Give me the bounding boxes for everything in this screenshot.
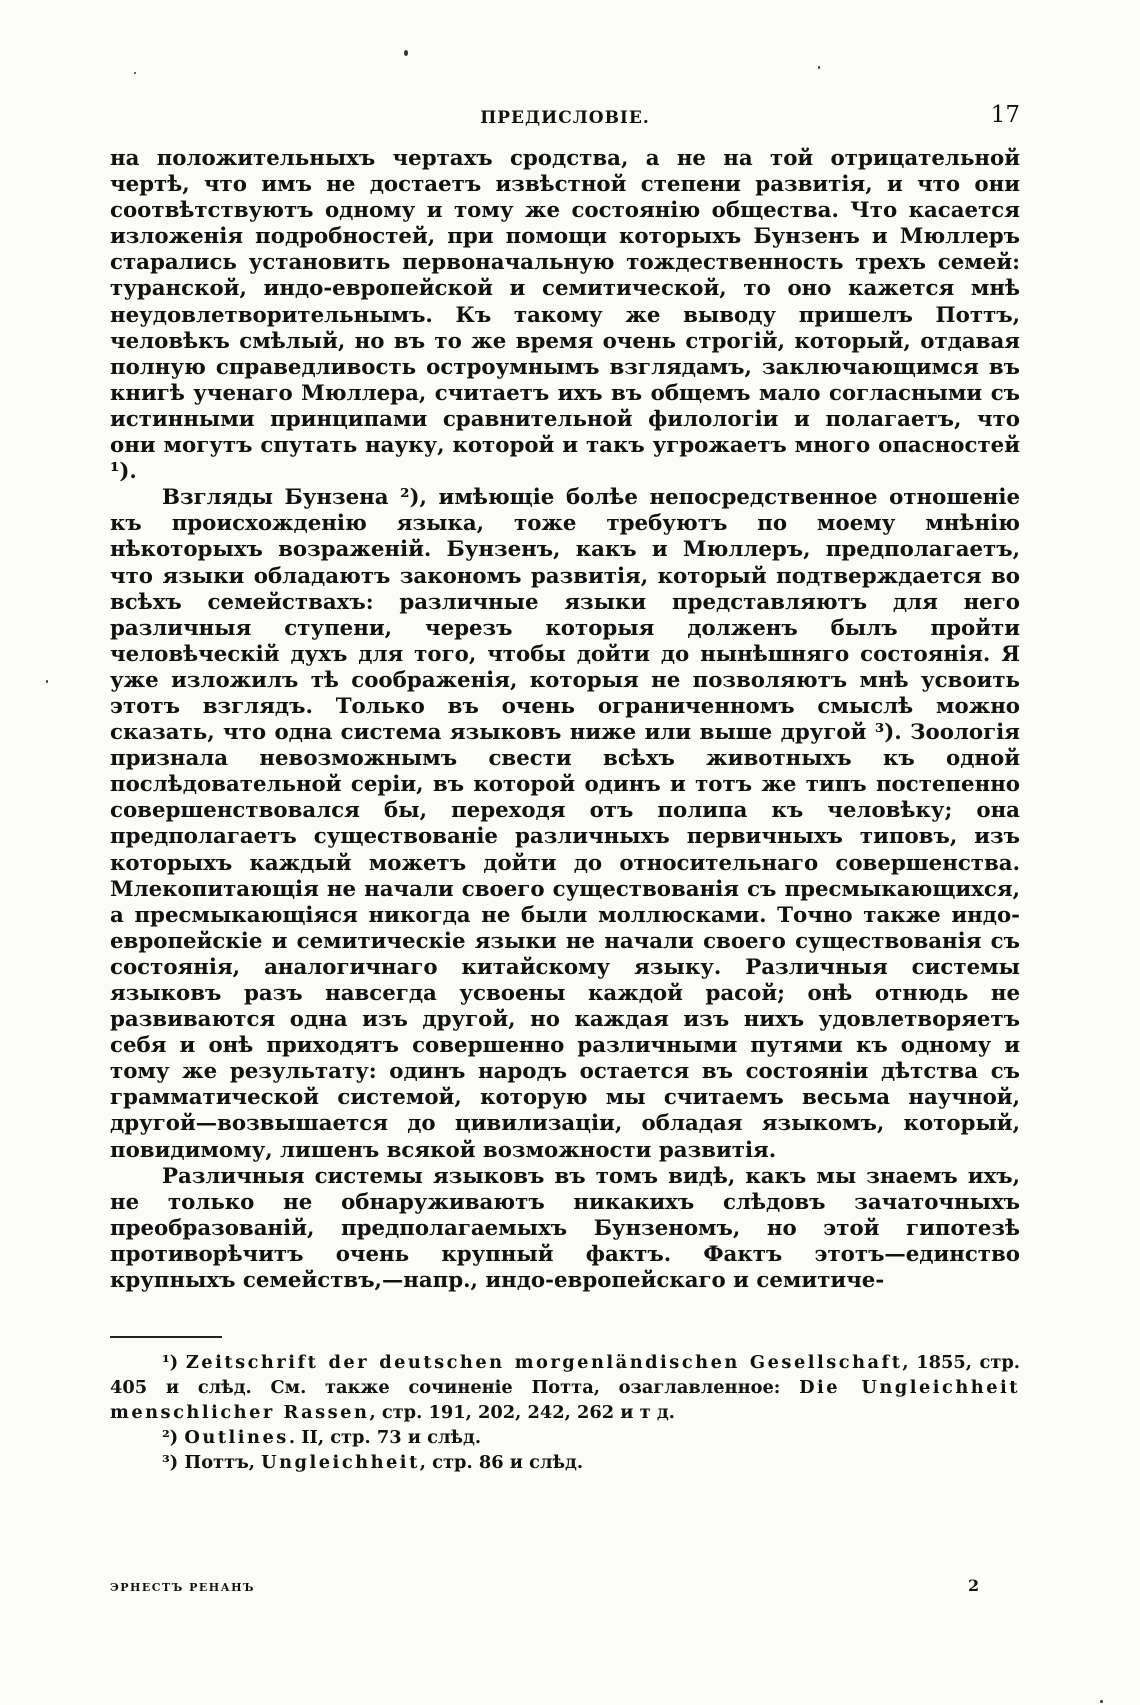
footnote-3 (110, 1450, 1020, 1475)
footnote-text: Поттъ, (184, 1452, 262, 1474)
running-title: ПРЕДИСЛОВІЕ. (480, 108, 650, 128)
footnote-title: Ungleichheit (261, 1452, 420, 1474)
paragraph-3: Различныя системы языковъ въ томъ видѣ, какъ мы знаемъ ихъ, не только не обнаруживаютъ никакихъ слѣдовъ зачаточныхъ преобразованій, предполагаемыхъ Бунзеномъ, но этой гипотезѣ противорѣчитъ очень крупный фактъ. Фактъ этотъ—единство крупныхъ семействъ,—напр., индо-европейскаго и семитиче- (110, 1163, 1020, 1294)
footnote-rule (110, 1336, 222, 1338)
body-text (110, 146, 1020, 1294)
page-number: 17 (990, 102, 1020, 128)
footnote-title: Die Ungleichheit menschlicher Rassen (110, 1377, 1020, 1424)
scan-speck (1100, 1700, 1103, 1703)
footnote-title: Zeitschrift der deutschen morgenländischen Gesellschaft (185, 1352, 903, 1374)
footnote-2 (110, 1425, 1020, 1450)
page (110, 102, 1020, 1475)
footnote-text: . II, стр. 73 и слѣд. (288, 1427, 482, 1449)
paragraph-2: Взгляды Бунзена ²), имѣющіе болѣе непосредственное отношеніе къ происхожденію языка, тоже требуютъ по моему мнѣнію нѣкоторыхъ возраженій. Бунзенъ, какъ и Мюллеръ, предполагаетъ, что языки обладаютъ закономъ развитія, который подтверждается во всѣхъ семействахъ: различные языки представляютъ для него различныя ступени, черезъ которыя долженъ былъ пройти человѣческій духъ для того, чтобы дойти до нынѣшняго состоянія. Я уже изложилъ тѣ соображенія, которыя не позволяютъ мнѣ усвоить этотъ взглядъ. Только въ очень ограниченномъ смыслѣ можно сказать, что одна система языковъ ниже или выше другой ³). Зоологія признала невозможнымъ свести всѣхъ животныхъ къ одной послѣдовательной серіи, въ которой одинъ и тотъ же типъ постепенно совершенствовался бы, переходя отъ полипа къ человѣку; она предполагаетъ существованіе различныхъ первичныхъ типовъ, изъ которыхъ каждый можетъ дойти до относительнаго совершенства. Млекопитающія не начали своего существованія съ пресмыкающихся, а пресмыкающіяся никогда не были моллюсками. Точно также индо-европейскіе и семитическіе языки не начали своего существованія съ состоянія, аналогичнаго китайскому языку. Различныя системы языковъ разъ навсегда усвоены каждой расой; онѣ отнюдь не развиваются одна изъ другой, но каждая изъ нихъ удовлетворяетъ себя и онѣ приходятъ совершенно различными путями къ одному и тому же результату: одинъ народъ остается въ состояніи дѣтства съ грамматической системой, которую мы считаемъ весьма научной, другой—возвышается до цивилизаціи, обладая языкомъ, который, повидимому, лишенъ всякой возможности развитія. (110, 485, 1020, 1163)
footnote-title: Outlines (184, 1427, 289, 1449)
footnote-marker: ¹) (162, 1352, 179, 1374)
footnotes (110, 1350, 1020, 1475)
footnote-text: , стр. 86 и слѣд. (419, 1452, 584, 1474)
scan-speck (818, 66, 820, 69)
scan-speck (134, 72, 136, 74)
paragraph-1: на положительныхъ чертахъ сродства, а не на той отрицательной чертѣ, что имъ не достаетъ извѣстной степени развитія, и что они соотвѣтствуютъ одному и тому же состоянію общества. Что касается изложенія подробностей, при помощи которыхъ Бунзенъ и Мюллеръ старались установить первоначальную тождественность трехъ семей: туранской, индо-европейской и семитической, то оно кажется мнѣ неудовлетворительнымъ. Къ такому же выводу пришелъ Поттъ, человѣкъ смѣлый, но въ то же время очень строгій, который, отдавая полную справедливость остроумнымъ взглядамъ, заключающимся въ книгѣ ученаго Мюллера, считаетъ ихъ въ общемъ мало согласными съ истинными принципами сравнительной филологіи и полагаетъ, что они могутъ спутать науку, которой и такъ угрожаетъ много опасностей ¹). (110, 146, 1020, 485)
scan-speck (404, 50, 408, 56)
footnote-marker: ³) (162, 1452, 179, 1474)
footnote-marker: ²) (162, 1427, 179, 1449)
footnote-text: , стр. 191, 202, 242, 262 и т д. (369, 1402, 675, 1424)
printer-signature: ЭРНЕСТЪ РЕНАНЪ (110, 1581, 256, 1594)
scan-speck (46, 680, 48, 683)
sheet-number: 2 (968, 1576, 980, 1595)
running-head (110, 102, 1020, 132)
footnote-1 (110, 1350, 1020, 1425)
footnote-text: , 1855, стр. 405 и слѣд. См. также сочиненіе Потта, озаглавленное: (110, 1352, 1020, 1399)
